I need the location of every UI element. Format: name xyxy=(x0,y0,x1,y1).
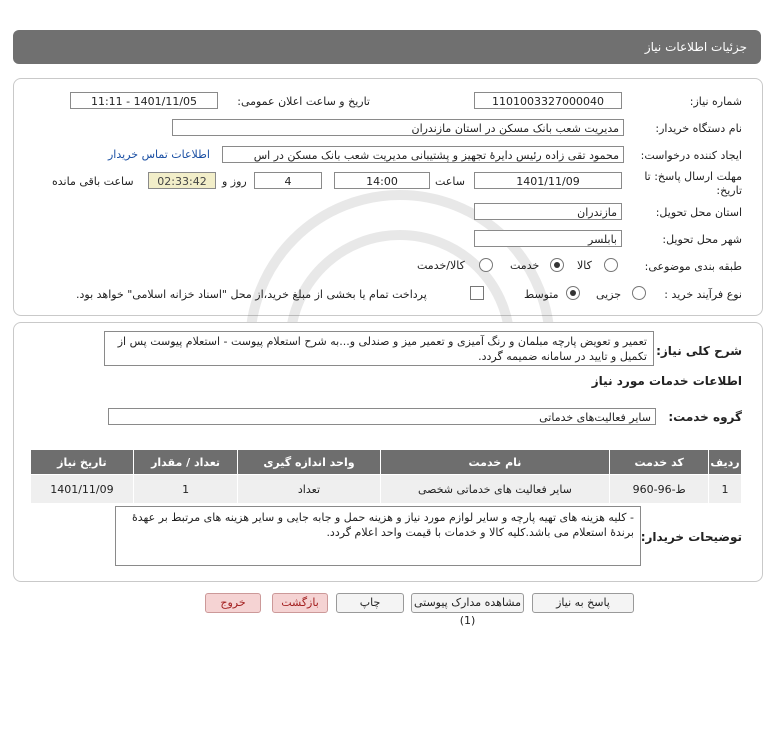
cell-need-date: 1401/11/09 xyxy=(31,475,134,504)
category-goods-service-label: کالا/خدمت xyxy=(417,259,465,272)
category-service-radio[interactable] xyxy=(550,258,564,272)
delivery-city-field: بابلسر xyxy=(474,230,622,247)
buyer-org-label: نام دستگاه خریدار: xyxy=(655,122,742,135)
process-minor-label: جزیی xyxy=(596,288,622,301)
service-group-label: گروه خدمت: xyxy=(668,410,742,424)
announce-datetime-label: تاریخ و ساعت اعلان عمومی: xyxy=(237,95,370,108)
requester-label: ایجاد کننده درخواست: xyxy=(640,149,742,162)
delivery-province-field: مازندران xyxy=(474,203,622,220)
view-attachments-button[interactable]: مشاهده مدارک پیوستی (1) xyxy=(411,593,524,613)
page-title: جزئیات اطلاعات نیاز xyxy=(644,40,747,54)
buyer-org-field: مدیریت شعب بانک مسکن در استان مازندران xyxy=(172,119,624,136)
service-group-field: سایر فعالیت‌های خدماتی xyxy=(108,408,656,425)
buyer-contact-link[interactable]: اطلاعات تماس خریدار xyxy=(108,148,210,161)
cell-service-name: سایر فعالیت های خدماتی شخصی xyxy=(380,475,610,504)
days-label: روز و xyxy=(222,175,247,188)
process-type-label: نوع فرآیند خرید : xyxy=(664,288,742,301)
delivery-province-label: استان محل تحویل: xyxy=(655,206,742,219)
need-number-label: شماره نیاز: xyxy=(689,95,742,108)
category-service-label: خدمت xyxy=(510,259,540,272)
services-table-header xyxy=(31,450,742,475)
col-quantity: تعداد / مقدار xyxy=(133,450,238,475)
treasury-payment-checkbox[interactable] xyxy=(470,286,484,300)
category-label: طبقه بندی موضوعی: xyxy=(644,260,742,273)
process-minor-radio[interactable] xyxy=(632,286,646,300)
cell-unit: تعداد xyxy=(238,475,380,504)
col-need-date: تاریخ نیاز xyxy=(31,450,134,475)
services-section-title: اطلاعات خدمات مورد نیاز xyxy=(591,374,742,388)
process-medium-radio[interactable] xyxy=(566,286,580,300)
cell-row: 1 xyxy=(709,475,742,504)
buyer-notes-field: - کلیه هزینه های تهیه پارچه و سایر لوازم مورد نیاز و هزینه حمل و جابه جایی و سایر هزینه های مرتبط بر عهدۀ برندۀ استعلام می باشد.کلیه کالا و خدمات با قیمت واحد اعلام گردد. xyxy=(115,506,641,566)
need-summary-label: شرح کلی نیاز: xyxy=(656,344,742,358)
need-summary-field: تعمیر و تعویض پارچه مبلمان و رنگ آمیزی و تعمیر میز و صندلی و...به شرح استعلام پیوست - استعلام پیوست پس از تکمیل و تایید در سامانه ضمیمه گردد. xyxy=(104,331,654,366)
remaining-time-field: 02:33:42 xyxy=(148,172,216,189)
remaining-time-label: ساعت باقی مانده xyxy=(52,175,134,188)
col-service-code: کد خدمت xyxy=(610,450,709,475)
buyer-notes-label: توضیحات خریدار: xyxy=(640,530,742,544)
deadline-time-field: 14:00 xyxy=(334,172,430,189)
category-goods-label: کالا xyxy=(577,259,592,272)
deadline-date-label: تاریخ: xyxy=(716,184,742,197)
deadline-time-label: ساعت xyxy=(435,175,465,188)
services-table xyxy=(30,449,742,504)
category-goods-radio[interactable] xyxy=(604,258,618,272)
treasury-payment-note: پرداخت تمام یا بخشی از مبلغ خرید،از محل "اسناد خزانه اسلامی" خواهد بود. xyxy=(76,288,427,301)
reply-button[interactable]: پاسخ به نیاز xyxy=(532,593,634,613)
col-unit: واحد اندازه گیری xyxy=(238,450,380,475)
requester-field: محمود تقی زاده رئیس دایرۀ تجهیز و پشتیبانی مدیریت شعب بانک مسکن در اس xyxy=(222,146,624,163)
deadline-date-field: 1401/11/09 xyxy=(474,172,622,189)
deadline-label: مهلت ارسال پاسخ: تا xyxy=(644,170,742,183)
print-button[interactable]: چاپ xyxy=(336,593,404,613)
need-number-field: 1101003327000040 xyxy=(474,92,622,109)
cell-quantity: 1 xyxy=(133,475,238,504)
cell-service-code: ط-96-960 xyxy=(610,475,709,504)
category-goods-service-radio[interactable] xyxy=(479,258,493,272)
process-medium-label: متوسط xyxy=(524,288,559,301)
remaining-days-field: 4 xyxy=(254,172,322,189)
delivery-city-label: شهر محل تحویل: xyxy=(662,233,742,246)
col-row: ردیف xyxy=(709,450,742,475)
announce-datetime-field: 1401/11/05 - 11:11 xyxy=(70,92,218,109)
page-header xyxy=(13,30,761,64)
table-row xyxy=(31,475,742,504)
exit-button[interactable]: خروج xyxy=(205,593,261,613)
need-info-panel xyxy=(13,78,763,316)
back-button[interactable]: بازگشت xyxy=(272,593,328,613)
col-service-name: نام خدمت xyxy=(380,450,610,475)
